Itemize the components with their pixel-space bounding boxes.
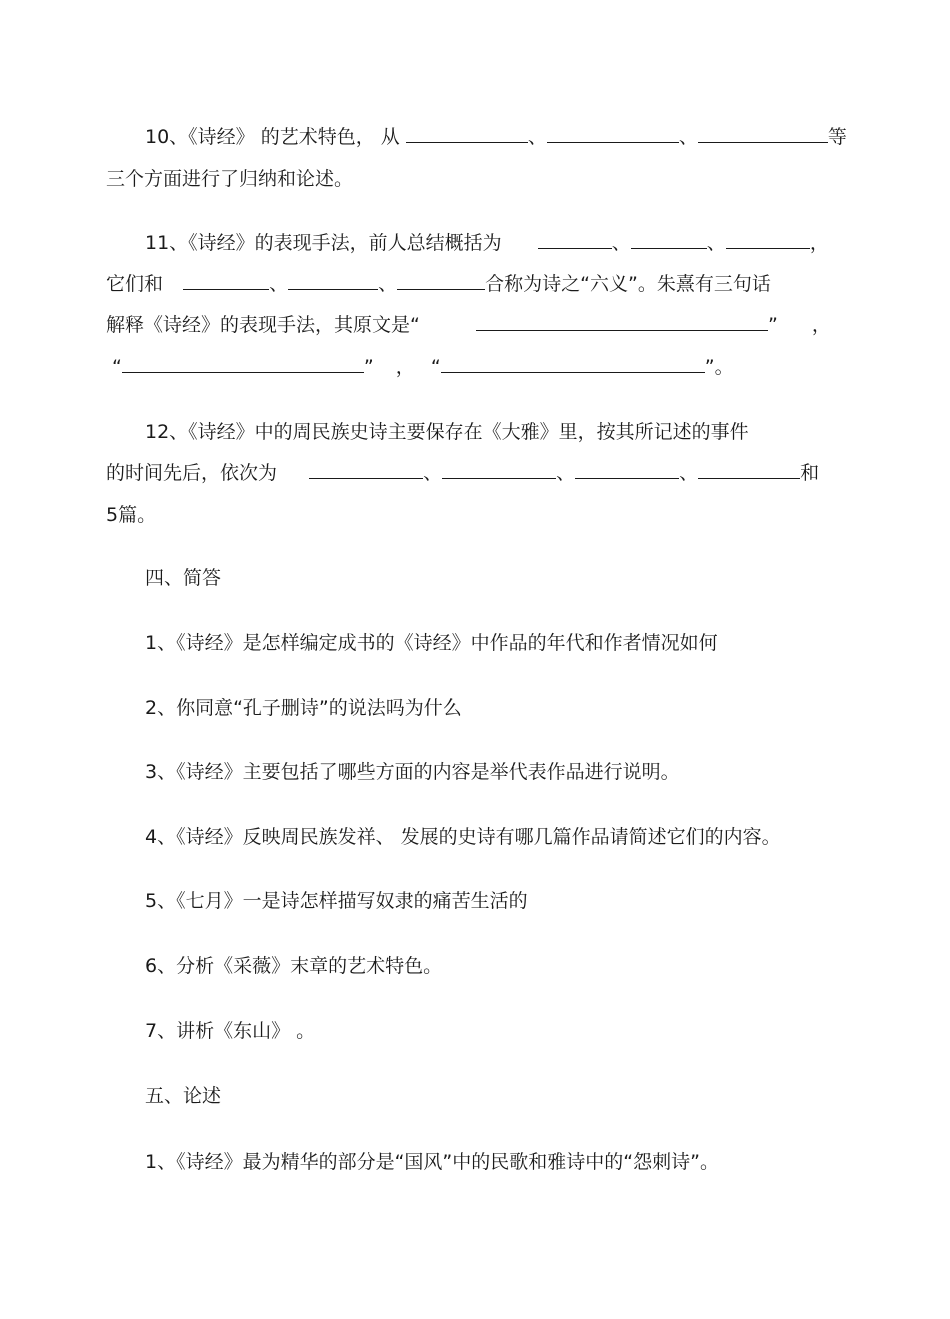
separator: 、 [378,273,398,295]
q10-blank-3[interactable] [698,125,828,143]
q11-blank-5[interactable] [288,272,378,290]
q10-text: 10、《诗经》 的艺术特色， 从 [145,126,400,148]
separator: 、 [679,462,699,484]
q11-line-2 [106,272,771,296]
close-quote: ” [363,356,374,378]
q11-quote-blank-3[interactable] [441,355,705,373]
section-5-title: 五、论述 [145,1085,222,1107]
open-quote: “ [430,356,441,378]
short-answer-item: 7、讲析《东山》 。 [145,1020,316,1042]
q10-line-1 [145,125,847,149]
q11-text: 它们和 [106,273,164,295]
q11-text: 11、《诗经》的表现手法，前人总结概括为 [145,232,502,254]
open-quote: “ [112,356,122,378]
comma: ， [809,232,829,254]
q11-quote-blank-1[interactable] [476,313,768,331]
q12-and: 和 [800,462,820,484]
q10-blank-2[interactable] [547,125,679,143]
comma: ， [811,314,831,336]
q12-line-3: 5篇。 [106,504,157,526]
q11-blank-3[interactable] [726,231,810,249]
q12-line-1: 12、《诗经》中的周民族史诗主要保存在《大雅》里，按其所记述的事件 [145,421,749,443]
comma: ， [395,356,415,378]
separator: 、 [706,232,726,254]
separator: 、 [556,462,576,484]
close-quote: ” [767,314,778,336]
short-answer-item: 4、《诗经》反映周民族发祥、 发展的史诗有哪几篇作品请简述它们的内容。 [145,826,781,848]
q11-blank-1[interactable] [538,231,612,249]
separator: 、 [423,462,443,484]
q12-text: 的时间先后，依次为 [106,462,278,484]
q12-blank-2[interactable] [442,461,556,479]
q12-line-2 [106,461,819,485]
essay-item: 1、《诗经》最为精华的部分是“国风”中的民歌和雅诗中的“怨刺诗”。 [145,1151,719,1173]
q11-blank-2[interactable] [631,231,707,249]
short-answer-item: 1、《诗经》是怎样编定成书的《诗经》中作品的年代和作者情况如何 [145,632,718,654]
q12-blank-3[interactable] [575,461,679,479]
close-quote: ” [704,356,715,378]
separator: 、 [611,232,631,254]
short-answer-item: 6、分析《采薇》末章的艺术特色。 [145,955,443,977]
period: 。 [714,356,734,378]
q11-quote-blank-2[interactable] [122,355,364,373]
short-answer-item: 5、《七月》一是诗怎样描写奴隶的痛苦生活的 [145,890,528,912]
separator: 、 [269,273,289,295]
section-4-title: 四、简答 [145,567,222,589]
q11-blank-4[interactable] [183,272,269,290]
q11-blank-6[interactable] [397,272,485,290]
q10-line-2: 三个方面进行了归纳和论述。 [106,168,354,190]
q11-text: 解释《诗经》的表现手法，其原文是“ [106,314,420,336]
q11-line-1 [145,231,829,255]
q10-end: 等 [827,126,847,148]
q11-line-4 [112,355,734,379]
separator: 、 [527,126,547,148]
short-answer-item: 3、《诗经》主要包括了哪些方面的内容是举代表作品进行说明。 [145,761,680,783]
separator: 、 [678,126,698,148]
q10-blank-1[interactable] [406,125,528,143]
q11-text: 合称为诗之“六义”。朱熹有三句话 [485,273,771,295]
q12-blank-1[interactable] [309,461,423,479]
q12-blank-4[interactable] [698,461,800,479]
short-answer-item: 2、你同意“孔子删诗”的说法吗为什么 [145,697,462,719]
q11-line-3 [106,313,831,337]
